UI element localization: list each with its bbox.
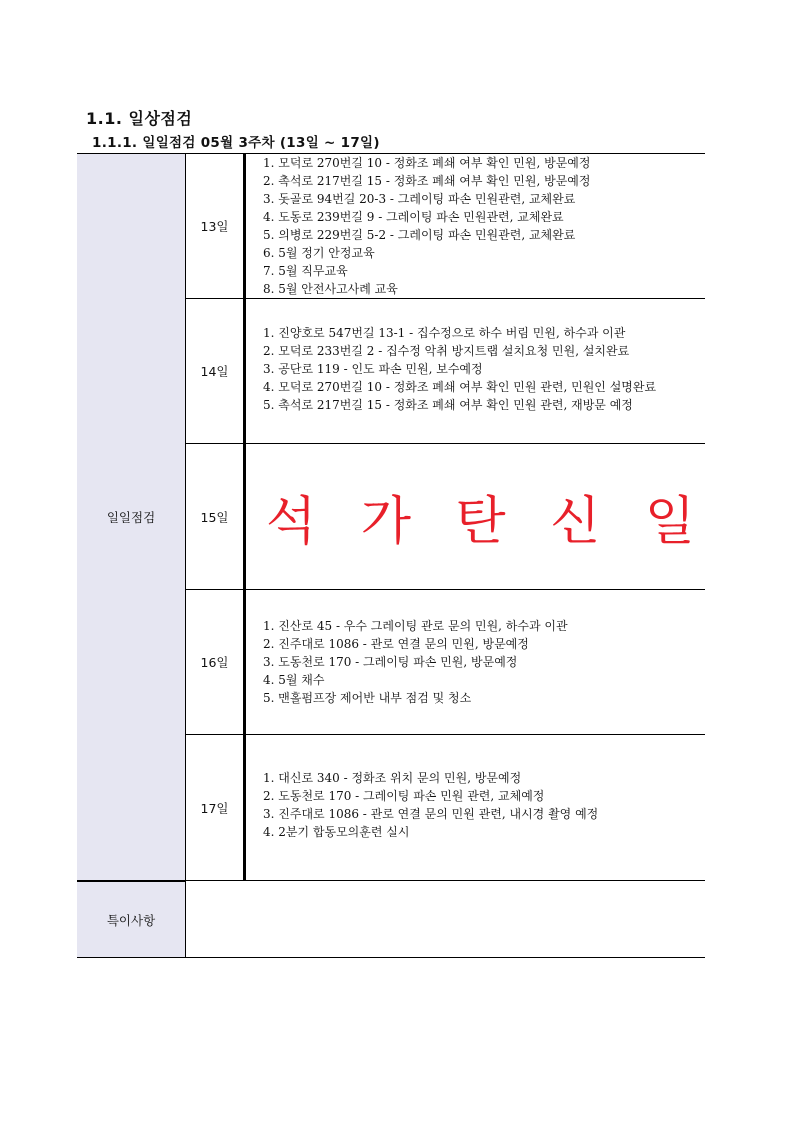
holiday-char: 일: [644, 492, 695, 552]
day-content-14: [246, 324, 705, 443]
list-item: 1. 진산로 45 - 우수 그레이팅 관로 문의 민원, 하수과 이관: [263, 619, 568, 633]
list-item: 1. 진양호로 547번길 13-1 - 집수정으로 하수 버림 민원, 하수과 이관: [263, 326, 626, 340]
row-divider: [186, 589, 705, 590]
inspection-table: [77, 153, 705, 958]
list-item: 3. 공단로 119 - 인도 파손 민원, 보수예정: [263, 362, 483, 376]
list-item: 5. 맨홀펌프장 제어반 내부 점검 및 청소: [263, 691, 472, 705]
list-item: 5. 의병로 229번길 5-2 - 그레이팅 파손 민원관련, 교체완료: [263, 228, 576, 242]
item-list: [246, 769, 705, 841]
list-item: 4. 2분기 합동모의훈련 실시: [263, 825, 410, 839]
list-item: 3. 도동천로 170 - 그레이팅 파손 민원, 방문예정: [263, 655, 518, 669]
list-item: 2. 촉석로 217번길 15 - 정화조 폐쇄 여부 확인 민원, 방문예정: [263, 174, 591, 188]
day-content-17: [246, 769, 705, 880]
list-item: 2. 모덕로 233번길 2 - 집수정 악취 방지트랩 설치요청 민원, 설치완료: [263, 344, 630, 358]
list-item: 1. 모덕로 270번길 10 - 정화조 폐쇄 여부 확인 민원, 방문예정: [263, 156, 591, 170]
notes-content: [186, 880, 705, 956]
holiday-char: 신: [550, 492, 601, 552]
subsection-heading: 1.1.1. 일일점검 05월 3주차 (13일 ~ 17일): [92, 135, 380, 151]
holiday-char: 석: [266, 492, 317, 552]
row-divider: [186, 734, 705, 735]
day-cell-14: [186, 299, 246, 443]
section-heading: 1.1. 일상점검: [86, 109, 193, 128]
list-item: 2. 진주대로 1086 - 관로 연결 문의 민원, 방문예정: [263, 637, 529, 651]
day-label: 17일: [200, 800, 229, 816]
item-list: [246, 324, 705, 414]
item-list: [246, 154, 705, 298]
holiday-char: 탄: [455, 492, 506, 552]
list-item: 2. 도동천로 170 - 그레이팅 파손 민원 관련, 교체예정: [263, 789, 545, 803]
list-item: 7. 5월 직무교육: [263, 264, 348, 278]
section-label: 일일점검: [106, 510, 156, 525]
day-content-13: [246, 154, 705, 298]
list-item: 3. 돗골로 94번길 20-3 - 그레이팅 파손 민원관련, 교체완료: [263, 192, 576, 206]
list-item: 4. 도동로 239번길 9 - 그레이팅 파손 민원관련, 교체완료: [263, 210, 564, 224]
item-list: [246, 617, 705, 707]
list-item: 6. 5월 정기 안정교육: [263, 246, 375, 260]
notes-label: 특이사항: [106, 912, 156, 928]
day-label: 16일: [200, 655, 229, 670]
list-item: 5. 촉석로 217번길 15 - 정화조 폐쇄 여부 확인 민원 관련, 재방문 예정: [263, 398, 633, 412]
row-divider: [186, 298, 705, 299]
day-label: 14일: [200, 364, 229, 379]
section-label-cell: [77, 154, 186, 880]
holiday-banner: [246, 444, 705, 589]
day-label: 15일: [200, 509, 229, 525]
holiday-char: 가: [360, 492, 411, 552]
list-item: 8. 5월 안전사고사례 교육: [263, 282, 398, 296]
day-cell-15: [186, 444, 246, 589]
day-content-16: [246, 617, 705, 734]
list-item: 4. 모덕로 270번길 10 - 정화조 폐쇄 여부 확인 민원 관련, 민원인 설명완료: [263, 380, 657, 394]
day-label: 13일: [200, 219, 229, 234]
day-cell-16: [186, 590, 246, 734]
day-cell-17: [186, 735, 246, 880]
list-item: 4. 5월 채수: [263, 673, 325, 687]
list-item: 3. 진주대로 1086 - 관로 연결 문의 민원 관련, 내시경 촬영 예정: [263, 807, 599, 821]
list-item: 1. 대신로 340 - 정화조 위치 문의 민원, 방문예정: [263, 771, 522, 785]
notes-label-cell: [77, 881, 186, 957]
day-cell-13: [186, 154, 246, 298]
